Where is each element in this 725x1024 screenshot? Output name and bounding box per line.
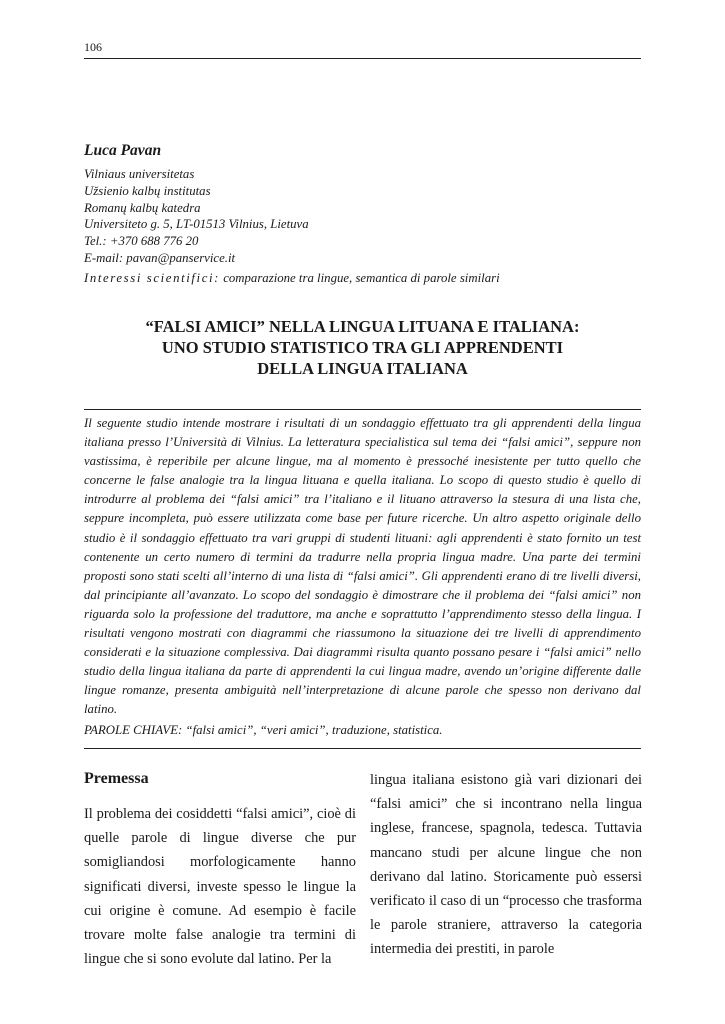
affiliation-line: Romanų kalbų katedra: [84, 200, 201, 215]
affiliation-line: Tel.: +370 688 776 20: [84, 234, 199, 249]
affiliation-line: Vilniaus universitetas: [84, 167, 195, 181]
right-column: [370, 768, 642, 962]
title-line: “FALSI AMICI” NELLA LINGUA LITUANA E ITALIANA:: [145, 317, 580, 336]
title-line: UNO STUDIO STATISTICO TRA GLI APPRENDENTI: [161, 338, 564, 357]
affiliation-line: Universiteto g. 5, LT-01513 Vilnius, Lietuva: [84, 217, 309, 232]
body-paragraph: Il problema dei cosiddetti “falsi amici”, cioè di quelle parole di lingue diverse che pur somigliandosi morfologicamente hanno significati diversi, investe spesso le lingue la cui origine è comune. Ad esempio è facile trovare molte false analogie tra termini di lingue che si sono evolute dal latino. Per la: [84, 806, 356, 968]
affiliation-line: Užsienio kalbų institutas: [84, 183, 211, 198]
page-number: 106: [84, 40, 102, 54]
abstract: Il seguente studio intende mostrare i risultati di un sondaggio effettuato tra gli apprendenti della lingua italiana presso l’Università di Vilnius. La letteratura specialistica sul tema dei “falsi amici”, seppure non vastissima, è reperibile per alcune lingue, ma al momento è pressoché inesistente per tutto quello che concerne le false analogie tra la lingua lituana e quella italiana. Lo scopo di questo studio è quello di introdurre al problema dei “falsi amici” tra l’italiano e il lituano attraverso la stesura di una lista che, seppure incompleta, può essere utilizzata come base per future ricerche. Un altro aspetto originale dello studio è il sondaggio effettuato tra vari gruppi di studenti lituani: agli apprendenti è stato fornito un test contenente un certo numero di termini da tradurre nella propria lingua madre. Una parte dei termini proposti sono stati scelti all’interno di una lista di “falsi amici”. Gli apprendenti erano di tre livelli diversi, dal principiante all’avanzato. Lo scopo del sondaggio è dimostrare che il problema dei “falsi amici” non riguarda solo la professione del traduttore, ma anche e soprattutto l’apprendimento stesso della lingua. I risultati vengono mostrati con diagrammi che riassumono la situazione dei tre livelli di apprendimento considerati e la situazione complessiva. Dai diagrammi risulta quanto possano pesare i “falsi amici” nello studio della lingua italiana da parte di apprendenti la cui lingua madre, avendo un’origine differente dalle lingue romanze, presenta ambiguità nell’interpretazione di alcune parole che spesso non derivano dal latino.: [84, 416, 641, 717]
research-interests: [84, 269, 641, 287]
email-line: E-mail: pavan@panservice.it: [84, 250, 236, 265]
abstract-top-rule: [84, 409, 641, 410]
left-column: [84, 768, 356, 971]
author-block: [84, 142, 641, 287]
interests-label: Interessi scientifici:: [84, 270, 221, 285]
paper-title: [84, 316, 641, 379]
header-rule: [84, 58, 641, 59]
keywords: PAROLE CHIAVE: “falsi amici”, “veri amici”, traduzione, statistica.: [84, 723, 443, 737]
section-heading: Premessa: [84, 770, 149, 787]
author-name: Luca Pavan: [84, 142, 162, 159]
abstract-bottom-rule: [84, 748, 641, 749]
interests-text: comparazione tra lingue, semantica di parole similari: [220, 270, 500, 285]
title-line: DELLA LINGUA ITALIANA: [257, 359, 468, 378]
body-paragraph: lingua italiana esistono già vari dizionari dei “falsi amici” che si incontrano nella lingua inglese, francese, spagnola, tedesca. Tuttavia mancano studi per alcune lingue che non derivano dal latino. Storicamente può essersi verificato il caso di un “processo che trasforma le parole straniere, attraverso la categoria intermedia dei prestiti, in parole: [370, 772, 642, 958]
